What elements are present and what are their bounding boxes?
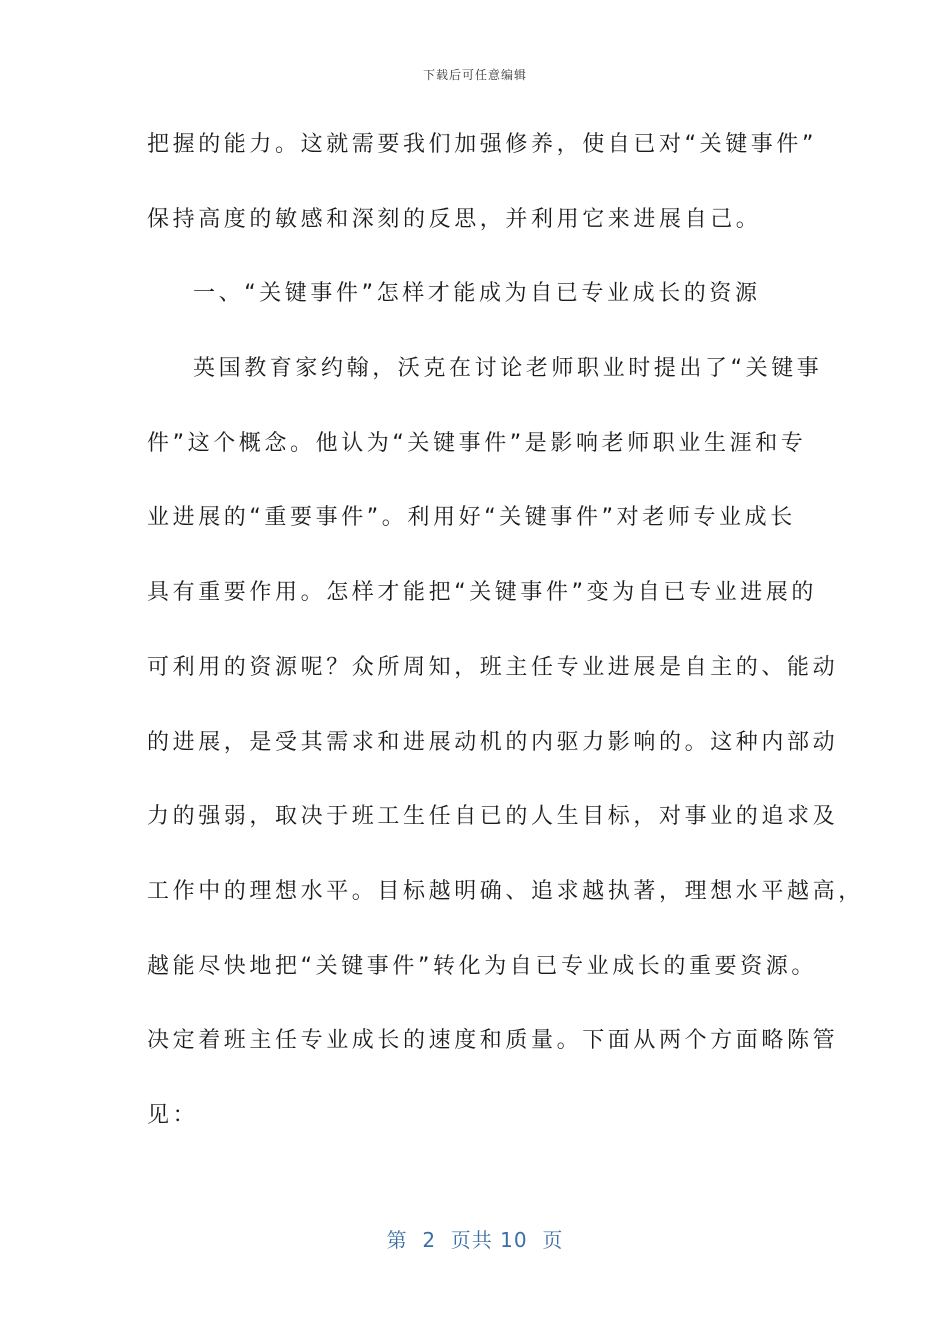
text-line: 可利用的资源呢？众所周知，班主任专业进展是自主的、能动 xyxy=(147,654,839,680)
text-line: 工作中的理想水平。目标越明确、追求越执著，理想水平越高， xyxy=(147,878,864,904)
text-line: 决定着班主任专业成长的速度和质量。下面从两个方面略陈管 xyxy=(147,1028,839,1054)
paragraph-start: 英国教育家约翰，沃克在讨论老师职业时提出了“关键事 xyxy=(193,356,823,382)
text-line: 保持高度的敏感和深刻的反思，并利用它来进展自己。 xyxy=(147,206,762,232)
text-line: 力的强弱，取决于班工生任自已的人生目标，对事业的追求及 xyxy=(147,804,839,830)
text-line: 把握的能力。这就需要我们加强修养，使自已对“关键事件” xyxy=(147,132,817,157)
text-line: 件”这个概念。他认为“关键事件”是影响老师职业生涯和专 xyxy=(147,430,807,456)
page-header: 下载后可任意编辑 xyxy=(422,68,527,82)
text-line: 的进展，是受其需求和进展动机的内驱力影响的。这种内部动 xyxy=(147,729,839,755)
page-number-footer: 第 2 页共 10 页 xyxy=(386,1228,564,1252)
text-line: 越能尽快地把“关键事件”转化为自已专业成长的重要资源。 xyxy=(147,953,817,979)
text-line: 见： xyxy=(147,1102,199,1128)
section-heading: 一、“关键事件”怎样才能成为自已专业成长的资源 xyxy=(193,281,761,307)
document-body xyxy=(147,126,864,1172)
text-line: 具有重要作用。怎样才能把“关键事件”变为自已专业进展的 xyxy=(147,580,817,606)
text-line: 业进展的“重要事件”。利用好“关键事件”对老师专业成长 xyxy=(147,505,796,531)
